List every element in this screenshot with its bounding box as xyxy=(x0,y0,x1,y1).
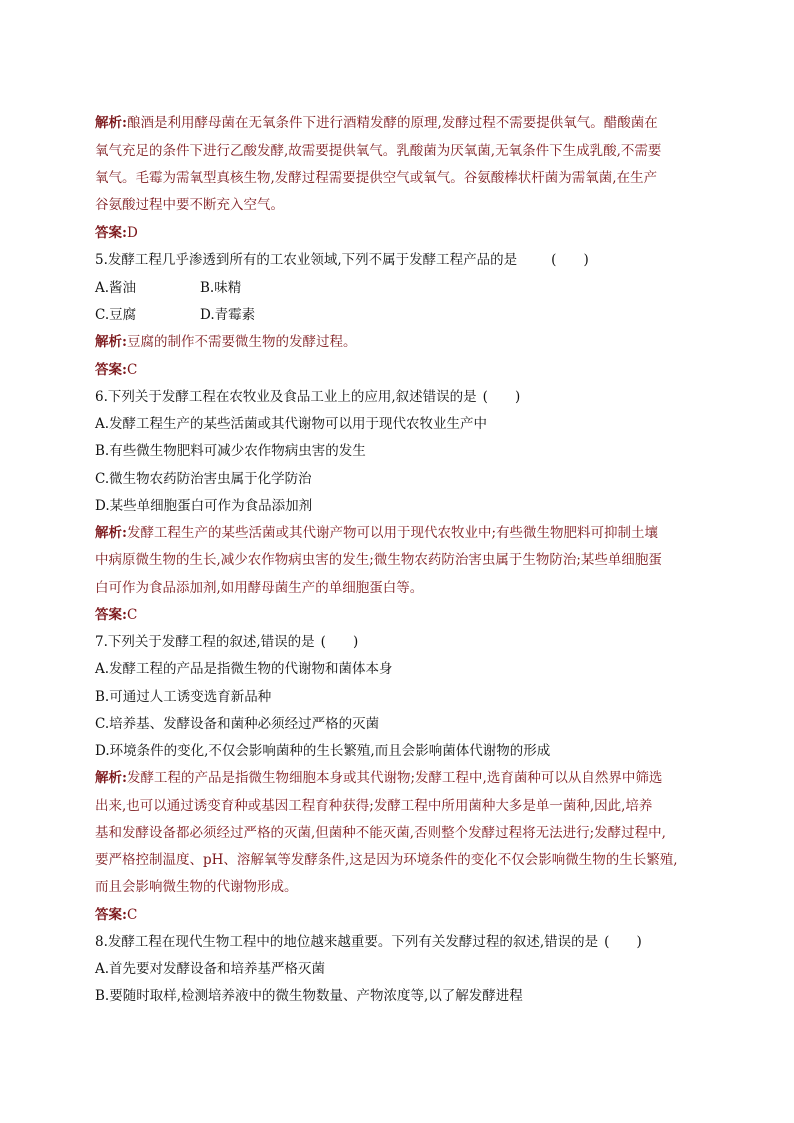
answer-line xyxy=(95,907,137,923)
question-text: 5.发酵工程几乎渗透到所有的工农业领域,下列不属于发酵工程产品的是 xyxy=(95,252,518,268)
explanation-text: 发酵工程的产品是指微生物细胞本身或其代谢物;发酵工程中,选育菌种可以从自然界中筛选 xyxy=(126,770,663,786)
explanation-line xyxy=(95,525,658,541)
explanation-label: 解析: xyxy=(95,770,127,786)
question-7-stem xyxy=(95,634,358,650)
option-d: D.青霉素 xyxy=(200,307,256,323)
explanation-line: 氧气。毛霉为需氧型真核生物,发酵过程需要提供空气或氧气。谷氨酸棒状杆菌为需氧菌,在生产 xyxy=(95,170,658,186)
explanation-text: 酿酒是利用酵母菌在无氧条件下进行酒精发酵的原理,发酵过程不需要提供氧气。醋酸菌在 xyxy=(126,115,658,131)
answer-value: D xyxy=(126,225,138,241)
explanation-label: 解析: xyxy=(95,115,127,131)
explanation-line: 基和发酵设备都必须经过严格的灭菌,但菌种不能灭菌,否则整个发酵过程将无法进行;发酵过程中, xyxy=(95,825,666,841)
answer-bracket: ( ) xyxy=(320,634,359,650)
answer-label: 答案: xyxy=(95,362,127,378)
option: A.发酵工程的产品是指微生物的代谢物和菌体本身 xyxy=(95,661,393,677)
option-a: A.酱油 xyxy=(95,280,137,296)
option: A.首先要对发酵设备和培养基严格灭菌 xyxy=(95,961,326,977)
option: B.可通过人工诱变选育新品种 xyxy=(95,689,272,705)
answer-label: 答案: xyxy=(95,607,127,623)
question-text: 7.下列关于发酵工程的叙述,错误的是 xyxy=(95,634,315,650)
answer-bracket: ( ) xyxy=(551,252,589,268)
explanation-line: 出来,也可以通过诱变育种或基因工程育种获得;发酵工程中所用菌种大多是单一菌种,因此,培养 xyxy=(95,798,653,814)
option: B.有些微生物肥料可减少农作物病虫害的发生 xyxy=(95,443,366,459)
question-text: 8.发酵工程在现代生物工程中的地位越来越重要。下列有关发酵过程的叙述,错误的是 xyxy=(95,934,599,950)
question-5-stem xyxy=(95,252,589,268)
option-c: C.豆腐 xyxy=(95,307,137,323)
explanation-label: 解析: xyxy=(95,525,127,541)
answer-value: C xyxy=(126,362,138,378)
explanation-text: 豆腐的制作不需要微生物的发酵过程。 xyxy=(126,334,357,350)
option-b: B.味精 xyxy=(200,280,242,296)
explanation-line: 而且会影响微生物的代谢物形成。 xyxy=(95,879,298,895)
option: C.培养基、发酵设备和菌种必须经过严格的灭菌 xyxy=(95,716,380,732)
explanation-line: 氧气充足的条件下进行乙酸发酵,故需要提供氧气。乳酸菌为厌氧菌,无氧条件下生成乳酸,不需要 xyxy=(95,143,662,159)
option: C.微生物农药防治害虫属于化学防治 xyxy=(95,471,312,487)
explanation-line: 白可作为食品添加剂,如用酵母菌生产的单细胞蛋白等。 xyxy=(95,580,424,596)
answer-line xyxy=(95,362,137,378)
answer-value: C xyxy=(126,607,138,623)
question-6-stem xyxy=(95,389,520,405)
option: D.环境条件的变化,不仅会影响菌种的生长繁殖,而且会影响菌体代谢物的形成 xyxy=(95,743,551,759)
answer-value: C xyxy=(126,907,138,923)
explanation-line xyxy=(95,115,658,131)
explanation-text: 发酵工程生产的某些活菌或其代谢产物可以用于现代农牧业中;有些微生物肥料可抑制土壤 xyxy=(126,525,659,541)
answer-bracket: ( ) xyxy=(482,389,521,405)
answer-line xyxy=(95,225,138,241)
explanation-label: 解析: xyxy=(95,334,127,350)
answer-bracket: ( ) xyxy=(604,934,642,950)
explanation-line xyxy=(95,770,662,786)
answer-line xyxy=(95,607,137,623)
answer-label: 答案: xyxy=(95,907,127,923)
option: B.要随时取样,检测培养液中的微生物数量、产物浓度等,以了解发酵进程 xyxy=(95,988,523,1004)
option: A.发酵工程生产的某些活菌或其代谢物可以用于现代农牧业生产中 xyxy=(95,416,488,432)
answer-label: 答案: xyxy=(95,225,127,241)
question-text: 6.下列关于发酵工程在农牧业及食品工业上的应用,叙述错误的是 xyxy=(95,389,477,405)
question-8-stem xyxy=(95,934,642,950)
explanation-line: 要严格控制温度、pH、溶解氧等发酵条件,这是因为环境条件的变化不仅会影响微生物的生长繁殖, xyxy=(95,852,678,868)
option: D.某些单细胞蛋白可作为食品添加剂 xyxy=(95,498,313,514)
explanation-line xyxy=(95,334,356,350)
explanation-line: 中病原微生物的生长,减少农作物病虫害的发生;微生物农药防治害虫属于生物防治;某些单细胞蛋 xyxy=(95,552,662,568)
question-5-options-row xyxy=(95,280,241,296)
explanation-line: 谷氨酸过程中要不断充入空气。 xyxy=(95,197,284,213)
question-5-options-row xyxy=(95,307,255,323)
